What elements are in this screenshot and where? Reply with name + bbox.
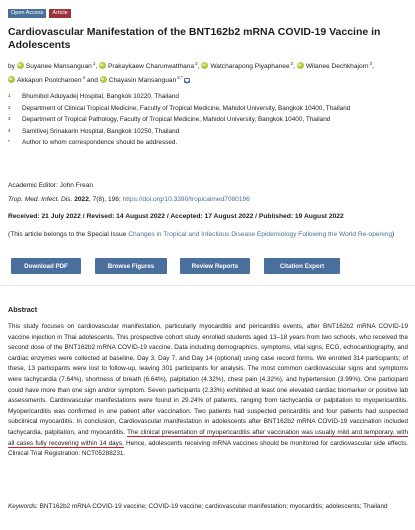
action-buttons	[11, 258, 340, 274]
mail-icon[interactable]	[184, 78, 190, 83]
affiliation-text: Bhumibol Adulyadej Hospital, Bangkok 10220, Thailand	[22, 93, 179, 100]
affiliation-number: 4	[8, 127, 11, 133]
affiliation-text: Author to whom correspondence should be addressed.	[22, 139, 178, 147]
author-item[interactable]	[100, 77, 190, 84]
author-affil-marker: 1	[92, 61, 96, 66]
article-type-badge: Article	[49, 9, 70, 18]
and-label: and	[86, 77, 98, 84]
author-affil-marker: 2	[195, 61, 198, 66]
by-label: by	[8, 63, 15, 70]
orcid-icon[interactable]	[297, 62, 304, 69]
journal-name: Trop. Med. Infect. Dis.	[8, 196, 73, 203]
keywords-label: Keywords:	[8, 503, 38, 510]
browse-figures-button[interactable]: Browse Figures	[95, 258, 167, 274]
author-list: by iD Suyanee Mansanguan$^1$, iDPrakaykaew Charunwatthana$^2$, iDWatcharapong Piyaphanee$^2$, iDWilanee Dechkhajorn$^3$, iDAkkapon Poolcharoen$^4$ and iD Chayasin Mansanguan$^{2,*}$	[8, 58, 408, 86]
abstract-highlighted-sentence: The clinical presentation of myopericarditis after vaccination was usually mild and temporary, with all cases fully recovering within 14 days.	[8, 428, 408, 447]
author-name[interactable]: Prakaykaew Charunwatthana	[108, 63, 195, 70]
special-issue-prefix: (This article belongs to the Special Issue	[8, 231, 129, 238]
affiliation-item	[8, 115, 408, 125]
abstract-text	[8, 322, 408, 460]
publication-dates: Received: 21 July 2022 / Revised: 14 August 2022 / Accepted: 17 August 2022 / Published: 19 August 2022	[8, 213, 344, 220]
orcid-icon[interactable]	[100, 76, 107, 83]
author-affil-marker: 2,*	[177, 75, 183, 80]
citation-line	[8, 196, 250, 203]
orcid-icon[interactable]	[17, 62, 24, 69]
orcid-icon[interactable]	[201, 62, 208, 69]
doi-link[interactable]: https://doi.org/10.3390/tropicalmed7080196	[122, 196, 250, 203]
author-name[interactable]: Wilanee Dechkhajorn	[305, 63, 369, 70]
author-item[interactable]	[17, 63, 96, 70]
special-issue-suffix: )	[392, 231, 395, 238]
open-access-badge[interactable]: Open Access	[8, 9, 46, 18]
abstract-part-1: This study focuses on cardiovascular manifestation, particularly myocarditis and pericarditis events, after BNT162b2 mRNA COVID-19 vaccine injection in Thai adolescents. This prospective cohort study enrolled students aged 13–18 years from two schools, who received the second dose of the BNT162b2 mRNA COVID-19 vaccine. Data including demographics, symptoms, vital signs, ECG, echocardiography, and cardiac enzymes were collected at baseline, Day 3, Day 7, and Day 14 (optional) using case record forms. We enrolled 314 participants; of these, 13 participants were lost to follow-up, leaving 301 participants for analysis. The most common cardiovascular signs and symptoms were tachycardia (7.64%), shortness of breath (6.64%), palpitation (4.32%), chest pain (4.32%), and hypertension (3.99%). One participant could have more than one sign and/or symptom. Seven participants (2.33%) exhibited at least one elevated cardiac biomarker or positive lab assessments. Cardiovascular manifestations were found in 29.24% of patients, ranging from tachycardia or palpitation to myopericarditis. Myopericarditis was confirmed in one patient after vaccination. Two patients had suspected pericarditis and four patients had suspected subclinical myocarditis. In conclusion, Cardiovascular manifestation in adolescents after BNT162b2 mRNA COVID-19 vaccination included tachycardia, palpitation, and myocarditis.	[8, 323, 408, 436]
author-item[interactable]	[201, 63, 293, 70]
affiliation-number: 3	[8, 116, 11, 122]
section-divider	[0, 285, 415, 286]
affiliation-item	[8, 104, 408, 114]
author-item[interactable]	[99, 63, 198, 70]
orcid-icon[interactable]	[8, 76, 15, 83]
orcid-icon[interactable]	[99, 62, 106, 69]
review-reports-button[interactable]: Review Reports	[180, 258, 250, 274]
author-affil-marker: 3	[369, 61, 373, 66]
author-name[interactable]: Akkapon Poolcharoen	[17, 77, 82, 84]
special-issue-link[interactable]: Changes in Tropical and Infectious Disease Epidemiology Following the World Re-opening	[128, 231, 392, 238]
author-item[interactable]	[297, 63, 372, 70]
special-issue-note	[8, 230, 408, 240]
affiliation-item	[8, 127, 408, 137]
affiliation-number: 1	[8, 93, 11, 98]
affiliation-text: Department of Clinical Tropical Medicine, Faculty of Tropical Medicine, Mahidol University, Bangkok 10400, Thailand	[22, 104, 351, 112]
author-name[interactable]: Suyanee Mansanguan	[25, 63, 92, 70]
affiliation-item	[8, 92, 408, 102]
abstract-heading: Abstract	[8, 305, 38, 314]
citation-year: 2022	[74, 196, 89, 203]
keywords	[8, 502, 408, 513]
citation-export-button[interactable]: Citation Export	[264, 258, 340, 274]
author-item[interactable]	[8, 77, 85, 84]
affiliation-list	[8, 92, 408, 150]
author-name[interactable]: Chayasin Mansanguan	[108, 77, 177, 84]
affiliation-number: 2	[8, 104, 11, 110]
author-affil-marker: 2	[290, 61, 294, 66]
citation-volume: , 7(8), 196;	[88, 196, 121, 203]
author-affil-marker: 4	[82, 75, 86, 80]
article-tags	[8, 9, 71, 18]
download-pdf-button[interactable]: Download PDF	[11, 258, 81, 274]
affiliation-text: Department of Tropical Pathology, Faculty of Tropical Medicine, Mahidol University, Bangkok 10400, Thailand	[22, 116, 331, 124]
affiliation-text: Samitivej Srinakarin Hospital, Bangkok 10250, Thailand	[22, 127, 180, 135]
affiliation-item	[8, 138, 408, 148]
abstract-part-2: Hence, adolescents receiving mRNA vaccines should be monitored for cardiovascular side effects. Clinical Trial Registration: NCT05288231.	[8, 439, 408, 458]
author-name[interactable]: Watcharapong Piyaphanee	[210, 63, 290, 70]
affiliation-number: *	[8, 139, 10, 145]
keywords-text: BNT162b2 mRNA COVID-19 vaccine; COVID-19 vaccine; cardiovascular manifestation; myocarditis; adolescents; Thailand	[39, 503, 388, 510]
academic-editor: Academic Editor: John Frean	[8, 182, 94, 189]
article-title: Cardiovascular Manifestation of the BNT162b2 mRNA COVID-19 Vaccine in Adolescents	[8, 26, 381, 51]
